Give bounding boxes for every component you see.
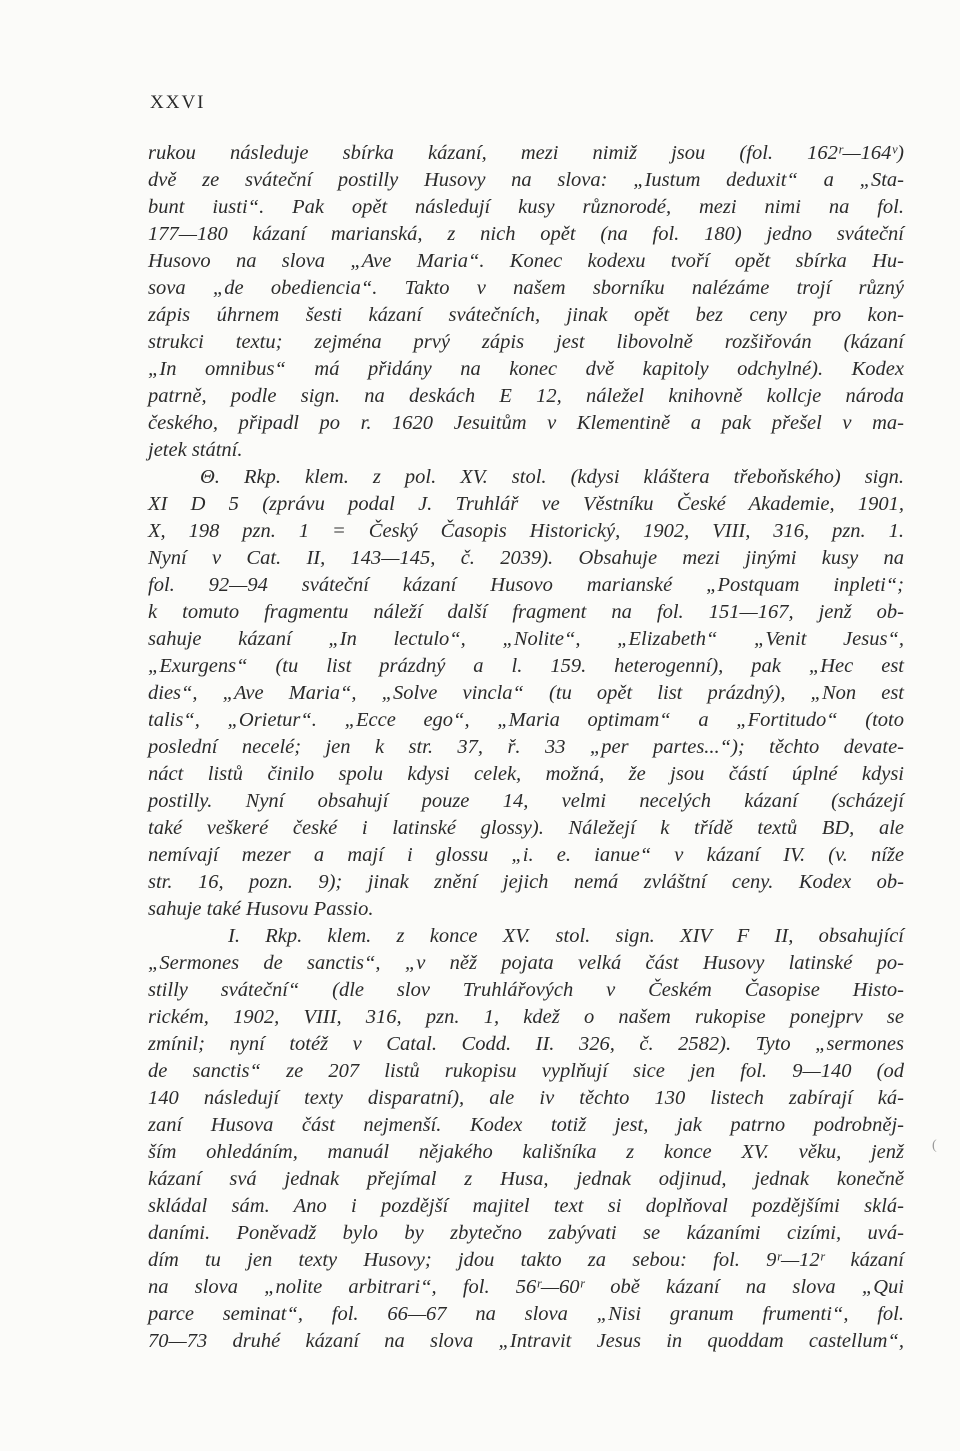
text-line: „In omnibus“ má přidány na konec dvě kapitoly odchylné). Kodex xyxy=(148,358,904,380)
text-line: X, 198 pzn. 1 = Český Časopis Historický, 1902, VIII, 316, pzn. 1. xyxy=(148,520,904,542)
text-line: rukou následuje sbírka kázaní, mezi nimiž jsou (fol. 162ʳ—164ᵛ) xyxy=(148,142,904,164)
text-line: „Exurgens“ (tu list prázdný a l. 159. heterogenní), pak „Hec est xyxy=(148,655,904,677)
text-line: poslední necelé; jen k str. 37, ř. 33 „per partes...“); těchto devate- xyxy=(148,736,904,758)
text-line: patrně, podle sign. na deskách E 12, náležel knihovně kollcje národa xyxy=(148,385,904,407)
text-line: dies“, „Ave Maria“, „Solve vincla“ (tu opět list prázdný), „Non est xyxy=(148,682,904,704)
text-line: k tomuto fragmentu náleží další fragment na fol. 151—167, jenž ob- xyxy=(148,601,904,623)
text-line: kázaní svá jednak přejímal z Husa, jednak odjinud, jednak konečně xyxy=(148,1168,904,1190)
text-line: 140 následují texty disparatní), ale iv těchto 130 listech zabírají ká- xyxy=(148,1087,904,1109)
text-line: náct listů činilo spolu kdysi celek, možná, že jsou částí úplné kdysi xyxy=(148,763,904,785)
body-text xyxy=(148,140,904,1355)
text-line: 70—73 druhé kázaní na slova „Intravit Jesus in quoddam castellum“, xyxy=(148,1330,904,1352)
text-line: ším ohledáním, manuál nějakého kališníka z konce XV. věku, jenž xyxy=(148,1141,904,1163)
text-line: nemívají mezer a mají i glossu „i. e. ianue“ v kázaní IV. (v. níže xyxy=(148,844,904,866)
margin-mark: ( xyxy=(932,1138,937,1153)
text-line: sahuje kázaní „In lectulo“, „Nolite“, „Elizabeth“ „Venit Jesus“, xyxy=(148,628,904,650)
text-line: parce seminat“, fol. 66—67 na slova „Nisi granum frumenti“, fol. xyxy=(148,1303,904,1325)
text-line: str. 16, pozn. 9); jinak znění jejich nemá zvláštní ceny. Kodex ob- xyxy=(148,871,904,893)
text-line: skládal sám. Ano i pozdější majitel text si doplňoval pozdějšími sklá- xyxy=(148,1195,904,1217)
text-line: de sanctis“ ze 207 listů rukopisu vyplňují sice jen fol. 9—140 (od xyxy=(148,1060,904,1082)
text-line: rickém, 1902, VIII, 316, pzn. 1, kdež o našem rukopise ponejprv se xyxy=(148,1006,904,1028)
text-line: „Sermones de sanctis“, „v něž pojata velká část Husovy latinské po- xyxy=(148,952,904,974)
text-line: českého, připadl po r. 1620 Jesuitům v Klementině a pak přešel v ma- xyxy=(148,412,904,434)
text-line: postilly. Nyní obsahují pouze 14, velmi necelých kázaní (scházejí xyxy=(148,790,904,812)
text-line: dím tu jen texty Husovy; jdou takto za sebou: fol. 9ʳ—12ʳ kázaní xyxy=(148,1249,904,1271)
text-line: talis“, „Orietur“. „Ecce ego“, „Maria optimam“ a „Fortitudo“ (toto xyxy=(148,709,904,731)
text-line: daními. Poněvadž bylo by zbytečno zabývati se kázaními cizími, uvá- xyxy=(148,1222,904,1244)
text-line: Θ. Rkp. klem. z pol. XV. stol. (kdysi kláštera třeboňského) sign. xyxy=(200,466,904,488)
text-line: I. Rkp. klem. z konce XV. stol. sign. XIV F II, obsahující xyxy=(228,925,904,947)
text-line: bunt iusti“. Pak opět následují kusy různorodé, mezi nimi na fol. xyxy=(148,196,904,218)
text-line: XI D 5 (zprávu podal J. Truhlář ve Věstníku České Akademie, 1901, xyxy=(148,493,904,515)
text-line: jetek státní. xyxy=(148,439,243,461)
text-line: zmínil; nyní totéž v Catal. Codd. II. 326, č. 2582). Tyto „sermones xyxy=(148,1033,904,1055)
text-line: sahuje také Husovu Passio. xyxy=(148,898,374,920)
text-line: fol. 92—94 sváteční kázaní Husovo marianské „Postquam inpleti“; xyxy=(148,574,904,596)
text-line: strukci textu; zejména prvý zápis jest libovolně rozšiřován (kázaní xyxy=(148,331,904,353)
text-line: dvě ze sváteční postilly Husovy na slova: „Iustum deduxit“ a „Sta- xyxy=(148,169,904,191)
text-line: na slova „nolite arbitrari“, fol. 56ʳ—60ʳ obě kázaní na slova „Qui xyxy=(148,1276,904,1298)
text-line: Nyní v Cat. II, 143—145, č. 2039). Obsahuje mezi jinými kusy na xyxy=(148,547,904,569)
text-line: Husovo na slova „Ave Maria“. Konec kodexu tvoří opět sbírka Hu- xyxy=(148,250,904,272)
text-line: zaní Husova část nejmenší. Kodex totiž jest, jak patrno podrobněj- xyxy=(148,1114,904,1136)
text-line: také veškeré české i latinské glossy). Náležejí k třídě textů BD, ale xyxy=(148,817,904,839)
text-line: sova „de obediencia“. Takto v našem sborníku nalézáme trojí různý xyxy=(148,277,904,299)
text-line: zápis úhrnem šesti kázaní svátečních, jinak opět bez ceny pro kon- xyxy=(148,304,904,326)
page-number: XXVI xyxy=(150,92,206,113)
text-line: 177—180 kázaní marianská, z nich opět (na fol. 180) jedno sváteční xyxy=(148,223,904,245)
text-line: stilly sváteční“ (dle slov Truhlářových v Českém Časopise Histo- xyxy=(148,979,904,1001)
